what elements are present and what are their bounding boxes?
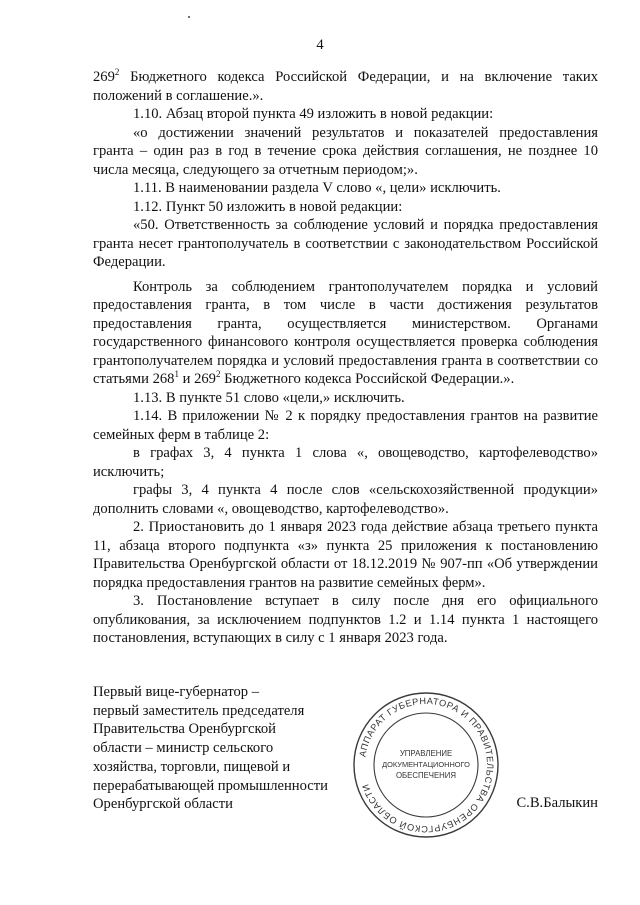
paragraph: 1.12. Пункт 50 изложить в новой редакции: xyxy=(133,198,403,215)
official-stamp xyxy=(351,690,501,840)
paragraph: в графах 3, 4 пункта 1 слова «, овощеводство, картофелеводство» исключить; xyxy=(93,445,598,480)
paragraph: $269^2$ Бюджетного кодекса Российской Федерации, и на включение таких положений в соглашение.». xyxy=(93,67,598,104)
paragraph: 1.14. В приложении № 2 к порядку предоставления грантов на развитие семейных ферм в таблице 2: xyxy=(93,408,598,443)
paragraph: «50. Ответственность за соблюдение условий и порядка предоставления гранта несет грантополучатель в соответствии с законодательством Российской Федерации. xyxy=(93,217,598,270)
stamp-line-3: ОБЕСПЕЧЕНИЯ xyxy=(395,771,457,780)
document-body xyxy=(93,68,598,648)
stamp-seal-icon xyxy=(351,690,501,840)
stamp-line-2: ДОКУМЕНТАЦИОННОГО xyxy=(382,760,470,769)
paragraph: 1.11. В наименовании раздела V слово «, цели» исключить. xyxy=(133,180,501,196)
paragraph: Контроль за соблюдением грантополучателем порядка и условий предоставления гранта, в том числе в части достижения результатов предоставления гранта, осуществляется министерством. Органами государственного финансового контроля осуществляется проверка соблюдения грантополучателем порядка и условий предоставления гранта в соответствии со статьями $268^1$ и $269^2$ Бюджетного кодекса Российской Федерации.». xyxy=(93,278,598,387)
page-number: 4 xyxy=(316,37,324,53)
paragraph: 1.10. Абзац второй пункта 49 изложить в новой редакции: xyxy=(133,106,494,122)
signatory-position: Первый вице-губернатор – первый заместитель председателя Правительства Оренбургской области – министр сельского хозяйства, торговли, пищевой и перерабатывающей промышленности Оренбургской области xyxy=(93,684,328,813)
paragraph: 2. Приостановить до 1 января 2023 года действие абзаца третьего пункта 11, абзаца второго подпункта «з» пункта 25 приложения к постановлению Правительства Оренбургской области от 18.12.2019 № 907-пп «Об утверждении порядка предоставления грантов на развитие семейных ферм». xyxy=(93,519,598,591)
signatory-name: С.В.Балыкин xyxy=(516,795,598,811)
paragraph: графы 3, 4 пункта 4 после слов «сельскохозяйственной продукции» дополнить словами «, овощеводство, картофелеводство». xyxy=(93,482,598,517)
paragraph: «о достижении значений результатов и показателей предоставления гранта – один раз в год в течение срока действия соглашения, не позднее 10 числа месяца, следующего за отчетным периодом;». xyxy=(93,124,598,178)
scan-speck xyxy=(188,16,190,18)
paragraph: 1.13. В пункте 51 слово «цели,» исключить. xyxy=(133,389,405,406)
stamp-ring-text: АППАРАТ ГУБЕРНАТОРА И ПРАВИТЕЛЬСТВА ОРЕНБУРГСКОЙ ОБЛАСТИ xyxy=(357,695,496,835)
stamp-line-1: УПРАВЛЕНИЕ xyxy=(399,749,453,758)
paragraph: 3. Постановление вступает в силу после дня его официального опубликования, за исключением подпунктов 1.2 и 1.14 пункта 1 настоящего постановления, вступающих в силу с 1 января 2023 года. xyxy=(93,593,598,646)
